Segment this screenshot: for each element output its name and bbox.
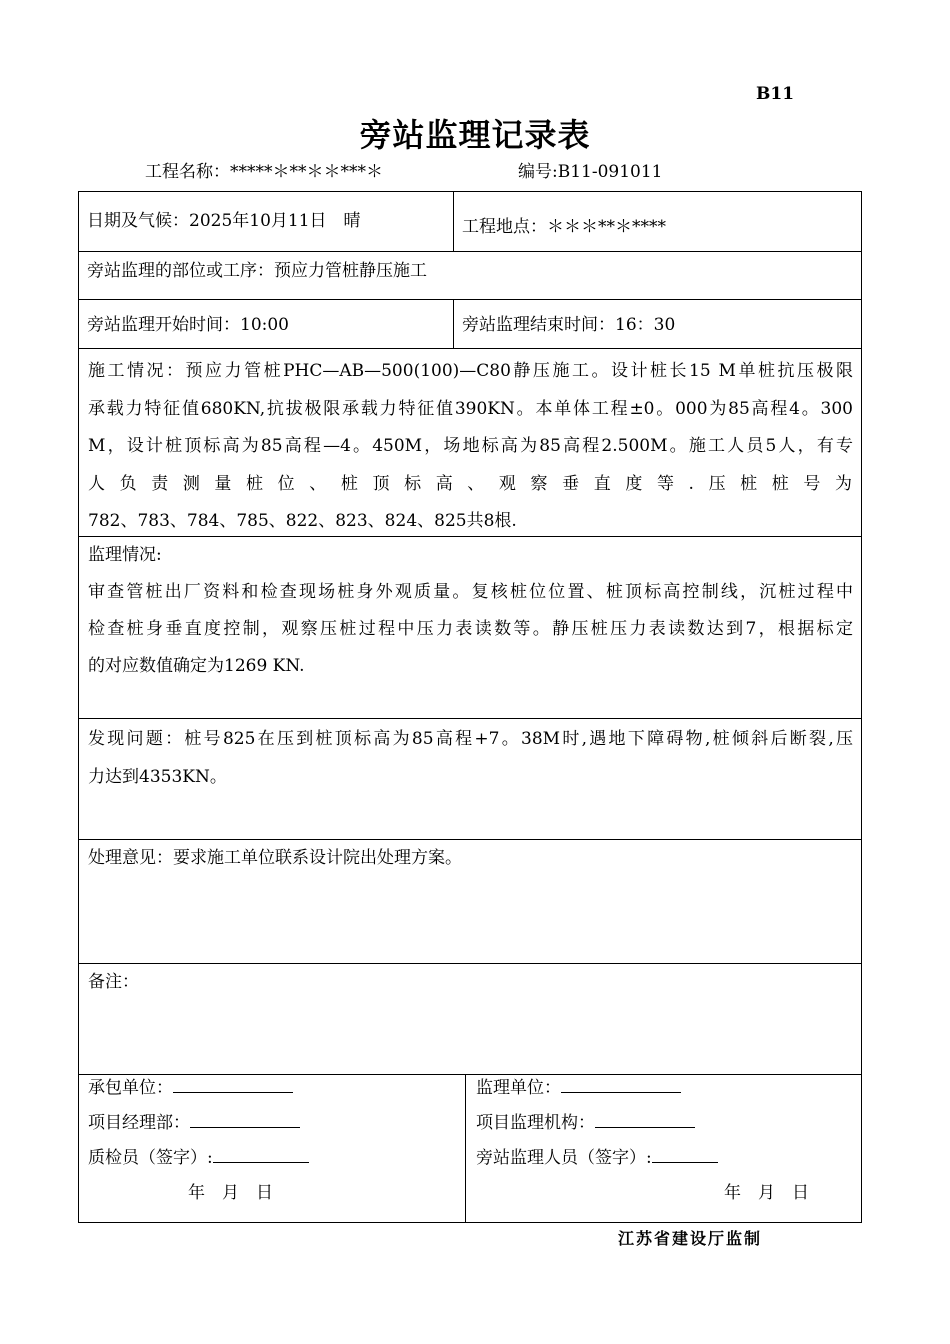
contractor-line — [173, 1074, 293, 1093]
part-process-cell — [79, 252, 861, 299]
row-part-process — [79, 252, 861, 300]
contractor-label: 承包单位： — [88, 1078, 173, 1098]
date-left: 年 月 日 — [188, 1183, 273, 1203]
supervision-line: 的对应数值确定为1269 KN. — [88, 656, 305, 676]
remarks-text — [79, 964, 861, 1002]
form-number: 编号:B11-091011 — [518, 162, 663, 182]
site-supervisor-line — [652, 1144, 718, 1163]
construction-line: 承载力特征值680KN,抗拔极限承载力特征值390KN。本单体工程±0。000为85高程4。300 — [88, 398, 853, 419]
page-title: 旁站监理记录表 — [359, 116, 591, 154]
construction-line: 人负责测量桩位、桩顶标高、观察垂直度等.压桩桩号为 — [88, 473, 853, 494]
start-time: 旁站监理开始时间：10:00 — [87, 315, 289, 335]
date-weather: 日期及气候：2025年10月11日 晴 — [87, 211, 361, 231]
supervision-heading: 监理情况: — [88, 545, 162, 565]
construction-line: 782、783、784、785、822、823、824、825共8根. — [88, 511, 517, 531]
site-supervisor-label: 旁站监理人员（签字）: — [476, 1148, 652, 1168]
date-weather-cell — [79, 192, 453, 251]
form-code: B11 — [756, 84, 795, 104]
construction-text — [79, 349, 861, 541]
row-times — [79, 300, 861, 349]
supervisor-unit-label: 监理单位： — [476, 1078, 561, 1098]
row-problems — [79, 719, 861, 840]
remarks: 备注： — [88, 972, 139, 992]
row-handling — [79, 840, 861, 964]
pm-dept-line — [190, 1109, 300, 1128]
footer-issuer: 江苏省建设厅监制 — [618, 1229, 763, 1248]
end-time-cell — [454, 300, 861, 348]
record-table — [78, 191, 862, 1223]
row-construction — [79, 349, 861, 537]
row-date-location — [79, 192, 861, 252]
construction-line: M，设计桩顶标高为85高程—4。450M，场地标高为85高程2.500M。施工人员5人，有专 — [88, 436, 853, 456]
handling: 处理意见：要求施工单位联系设计院出处理方案。 — [88, 848, 462, 868]
problems-line: 力达到4353KN。 — [88, 766, 227, 787]
construction-line: 施工情况：预应力管桩PHC—AB—500(100)—C80静压施工。设计桩长15 M单桩抗压极限 — [88, 361, 853, 381]
row-signatures — [79, 1075, 861, 1222]
supervisor-unit-line — [561, 1074, 681, 1093]
supervision-org-line — [595, 1109, 695, 1128]
location-cell — [454, 192, 861, 251]
end-time: 旁站监理结束时间：16：30 — [462, 315, 676, 335]
handling-text — [79, 840, 861, 878]
problems-text — [79, 719, 861, 796]
row-supervision — [79, 537, 861, 719]
supervision-line: 检查桩身垂直度控制，观察压桩过程中压力表读数等。静压桩压力表读数达到7，根据标定 — [88, 619, 853, 639]
problems-line: 发现问题：桩号825在压到桩顶标高为85高程+7。38M时,遇地下障碍物,桩倾斜后断裂,压 — [88, 729, 853, 749]
divider — [465, 1075, 466, 1222]
start-time-cell — [79, 300, 453, 348]
signature-left — [88, 1071, 458, 1211]
date-right: 年 月 日 — [724, 1183, 809, 1203]
supervision-line: 审查管桩出厂资料和检查现场桩身外观质量。复核桩位位置、桩顶标高控制线，沉桩过程中 — [88, 582, 853, 602]
project-name: 工程名称：*****＊**＊＊***＊ — [145, 162, 383, 182]
location: 工程地点：＊＊＊**＊**** — [462, 217, 666, 237]
supervision-text — [79, 537, 861, 685]
signature-right — [476, 1071, 856, 1211]
part-process: 旁站监理的部位或工序：预应力管桩静压施工 — [87, 261, 427, 281]
row-remarks — [79, 964, 861, 1075]
supervision-org-label: 项目监理机构： — [476, 1113, 595, 1133]
pm-dept-label: 项目经理部： — [88, 1113, 190, 1133]
qc-inspector-label: 质检员（签字）: — [88, 1148, 213, 1168]
qc-inspector-line — [213, 1144, 309, 1163]
